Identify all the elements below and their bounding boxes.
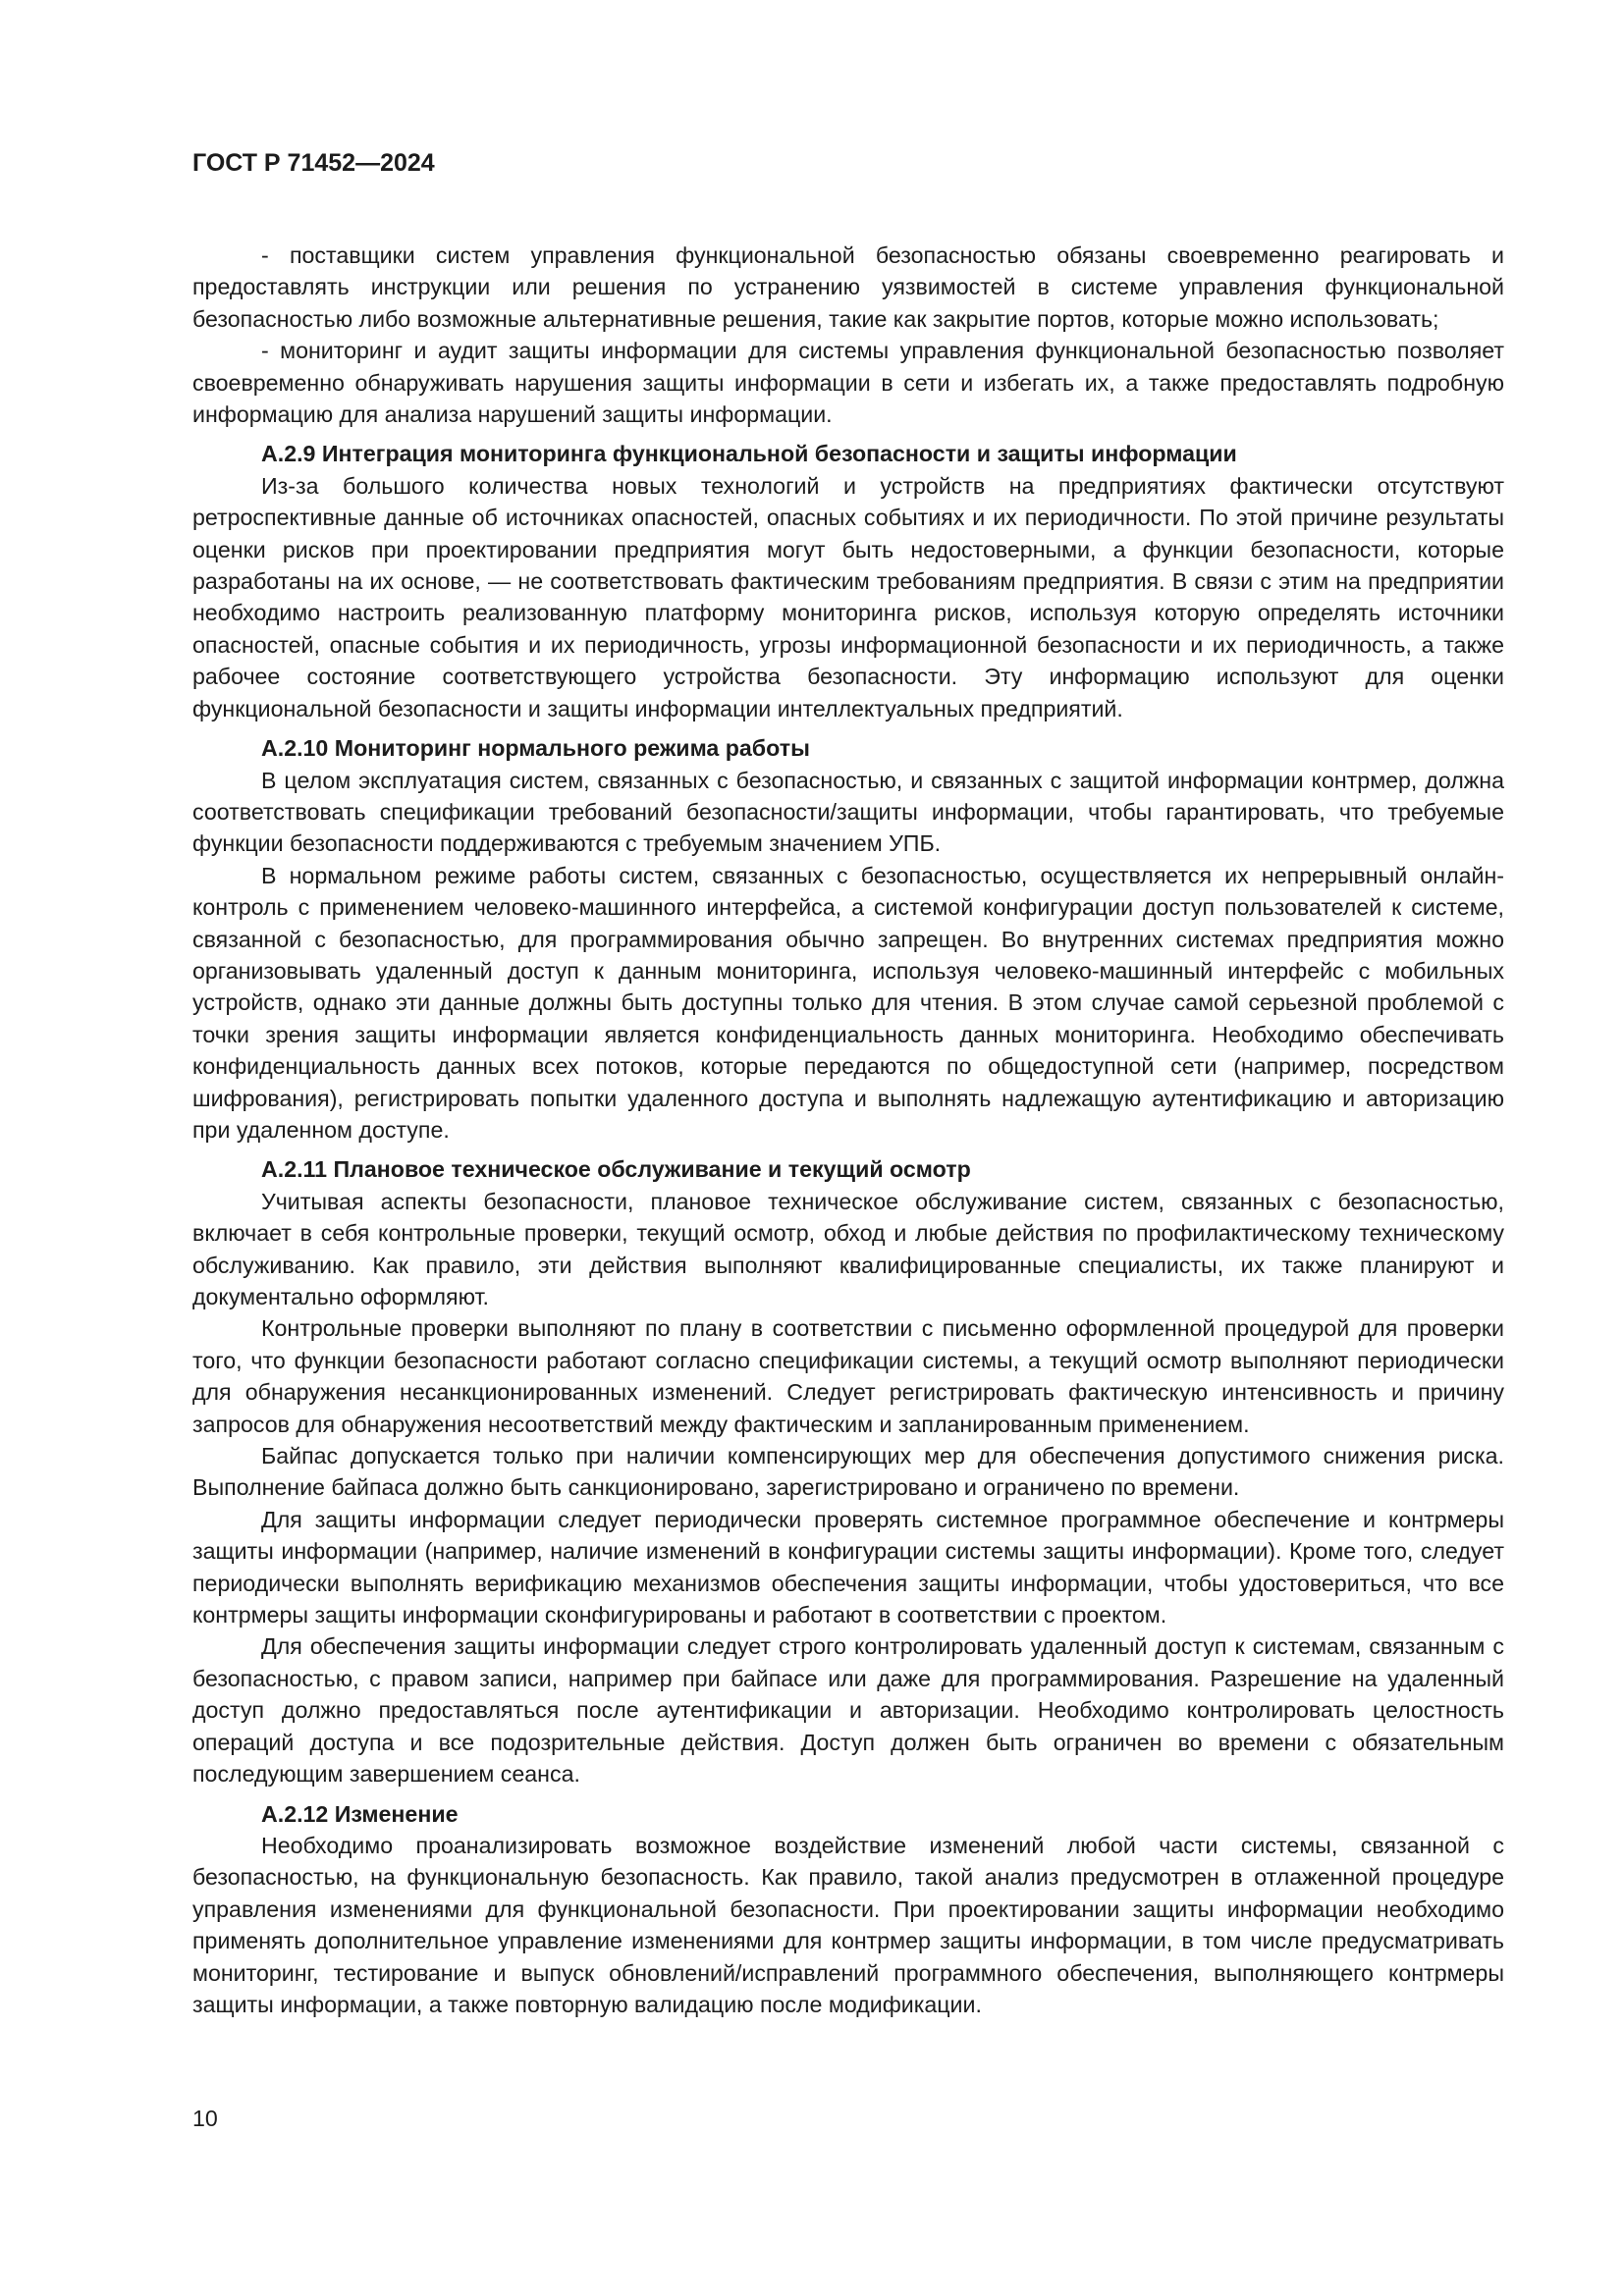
intro-item: - мониторинг и аудит защиты информации для системы управления функциональной безопасностью позволяет своевременно обнаруживать нарушения защиты информации в сети и избегать их, а также предоставлять подробную информацию для анализа нарушений защиты информации. xyxy=(192,338,1504,428)
document-body xyxy=(192,240,1504,2020)
section-heading-a-2-10: А.2.10 Мониторинг нормального режима работы xyxy=(261,735,810,762)
document-page xyxy=(192,147,1504,2020)
section-heading-a-2-12: А.2.12 Изменение xyxy=(261,1800,459,1827)
paragraph: Учитывая аспекты безопасности, плановое техническое обслуживание систем, связанных с безопасностью, включает в себя контрольные проверки, текущий осмотр, обход и любые действия по профилактическому техническому обслуживанию. Как правило, эти действия выполняют квалифицированные специалисты, их также планируют и документально оформляют. xyxy=(192,1188,1504,1309)
paragraph: В целом эксплуатация систем, связанных с безопасностью, и связанных с защитой информации контрмер, должна соответствовать спецификации требований безопасности/защиты информации, чтобы гарантировать, что требуемые функции безопасности поддерживаются с требуемым значением УПБ. xyxy=(192,767,1504,857)
paragraph: Из-за большого количества новых технологий и устройств на предприятиях фактически отсутствуют ретроспективные данные об источниках опасностей, опасных событиях и их периодичности. По этой причине результаты оценки рисков при проектировании предприятия могут быть недостоверными, а функции безопасности, которые разработаны на их основе, — не соответствовать фактическим требованиям предприятия. В связи с этим на предприятии необходимо настроить реализованную платформу мониторинга рисков, используя которую определять источники опасностей, опасные события и их периодичность, угрозы информационной безопасности и их периодичность, а также рабочее состояние соответствующего устройства безопасности. Эту информацию используют для оценки функциональной безопасности и защиты информации интеллектуальных предприятий. xyxy=(192,472,1504,721)
paragraph: Для обеспечения защиты информации следует строго контролировать удаленный доступ к системам, связанным с безопасностью, с правом записи, например при байпасе или даже для программирования. Разрешение на удаленный доступ должно предоставляться после аутентификации и авторизации. Необходимо контролировать целостность операций доступа и все подозрительные действия. Доступ должен быть ограничен во времени с обязательным последующим завершением сеанса. xyxy=(192,1633,1504,1788)
paragraph: Для защиты информации следует периодически проверять системное программное обеспечение и контрмеры защиты информации (например, наличие изменений в конфигурации системы защиты информации). Кроме того, следует периодически выполнять верификацию механизмов обеспечения защиты информации, чтобы удостовериться, что все контрмеры защиты информации сконфигурированы и работают в соответствии с проектом. xyxy=(192,1506,1504,1629)
paragraph: В нормальном режиме работы систем, связанных с безопасностью, осуществляется их непрерывный онлайн-контроль с применением человеко-машинного интерфейса, а системой конфигурации доступ пользователей к системе, связанной с безопасностью, для программирования обычно запрещен. Во внутренних системах предприятия можно организовывать удаленный доступ к данным мониторинга, используя человеко-машинный интерфейс с мобильных устройств, однако эти данные должны быть доступны только для чтения. В этом случае самой серьезной проблемой с точки зрения защиты информации является конфиденциальность данных мониторинга. Необходимо обеспечивать конфиденциальность данных всех потоков, которые передаются по общедоступной сети (например, посредством шифрования), регистрировать попытки удаленного доступа и выполнять надлежащую аутентификацию и авторизацию при удаленном доступе. xyxy=(192,862,1504,1143)
section-heading-a-2-9: А.2.9 Интеграция мониторинга функциональной безопасности и защиты информации xyxy=(261,441,1237,467)
intro-item: - поставщики систем управления функциональной безопасностью обязаны своевременно реагировать и предоставлять инструкции или решения по устранению уязвимостей в системе управления функциональной безопасностью либо возможные альтернативные решения, такие как закрытие портов, которые можно использовать; xyxy=(192,242,1504,332)
paragraph: Байпас допускается только при наличии компенсирующих мер для обеспечения допустимого снижения риска. Выполнение байпаса должно быть санкционировано, зарегистрировано и ограничено по времени. xyxy=(192,1443,1504,1501)
document-standard-title: ГОСТ Р 71452—2024 xyxy=(192,149,435,177)
section-heading-a-2-11: А.2.11 Плановое техническое обслуживание и текущий осмотр xyxy=(261,1156,971,1183)
paragraph: Необходимо проанализировать возможное воздействие изменений любой части системы, связанной с безопасностью, на функциональную безопасность. Как правило, такой анализ предусмотрен в отлаженной процедуре управления изменениями для функциональной безопасности. При проектировании защиты информации необходимо применять дополнительное управление изменениями для контрмер защиты информации, в том числе предусматривать мониторинг, тестирование и выпуск обновлений/исправлений программного обеспечения, выполняющего контрмеры защиты информации, а также повторную валидацию после модификации. xyxy=(192,1832,1504,2017)
paragraph: Контрольные проверки выполняют по плану в соответствии с письменно оформленной процедурой для проверки того, что функции безопасности работают согласно спецификации системы, а текущий осмотр выполняют периодически для обнаружения несанкционированных изменений. Следует регистрировать фактическую интенсивность и причину запросов для обнаружения несоответствий между фактическим и запланированным применением. xyxy=(192,1315,1504,1437)
page-number: 10 xyxy=(192,2106,218,2131)
